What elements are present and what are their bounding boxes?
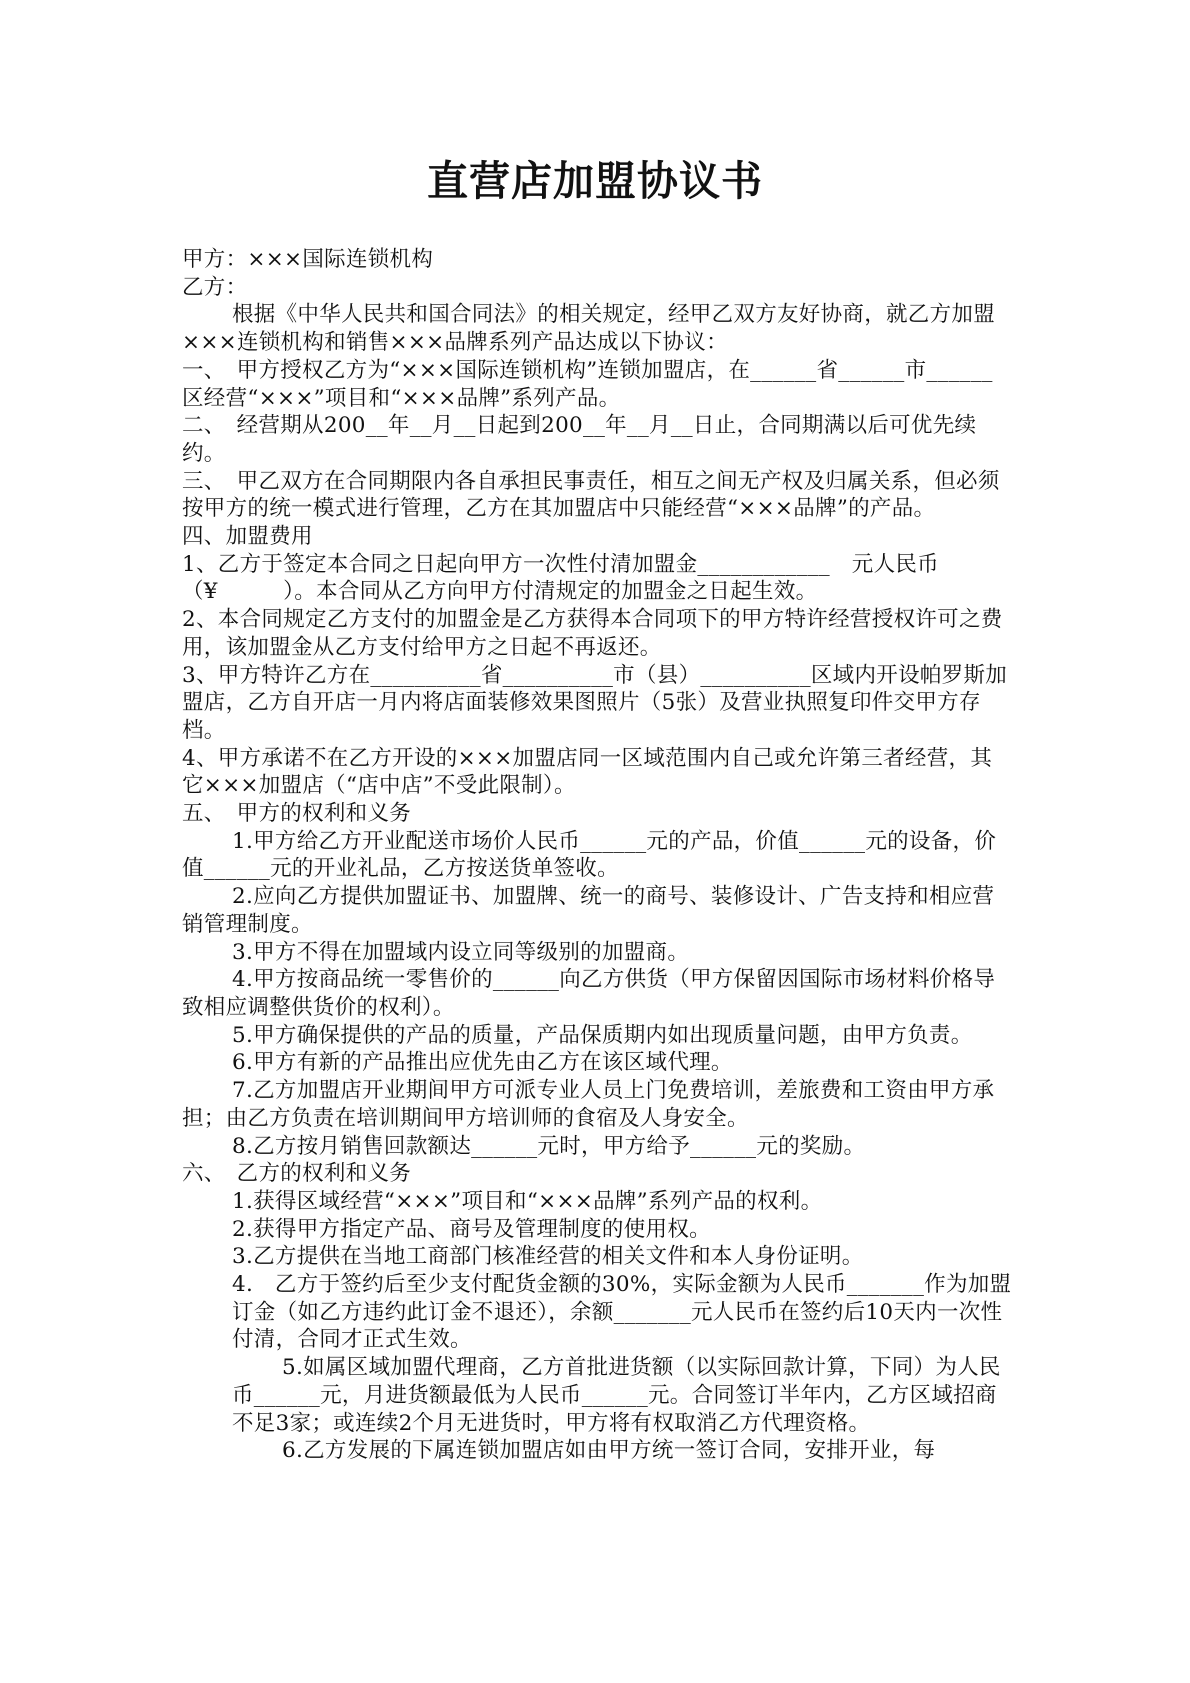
- paragraph: 5.甲方确保提供的产品的质量，产品保质期内如出现质量问题，由甲方负责。: [232, 1022, 973, 1048]
- paragraph: 1.获得区域经营“×××”项目和“×××品牌”系列产品的权利。: [232, 1188, 823, 1214]
- paragraph: 二、 经营期从200__年__月__日起到200__年__月__日止，合同期满以后可优先续约。: [182, 413, 977, 466]
- paragraph: 四、加盟费用: [182, 524, 313, 550]
- paragraph: 4.甲方按商品统一零售价的______向乙方供货（甲方保留因国际市场材料价格导致相应调整供货价的权利）。: [182, 967, 996, 1020]
- paragraph: 3.甲方不得在加盟域内设立同等级别的加盟商。: [232, 939, 690, 965]
- paragraph: 三、 甲乙双方在合同期限内各自承担民事责任，相互之间无产权及归属关系，但必须按甲方的统一模式进行管理，乙方在其加盟店中只能经营“×××品牌”的产品。: [182, 468, 1000, 522]
- paragraph: 2、本合同规定乙方支付的加盟金是乙方获得本合同项下的甲方特许经营授权许可之费用，该加盟金从乙方支付给甲方之日起不再返还。: [182, 607, 1003, 660]
- paragraph: 7.乙方加盟店开业期间甲方可派专业人员上门免费培训，差旅费和工资由甲方承担；由乙方负责在培训期间甲方培训师的食宿及人身安全。: [182, 1078, 995, 1131]
- paragraph: 一、 甲方授权乙方为“×××国际连锁机构”连锁加盟店，在______省______市______区经营“×××”项目和“×××品牌”系列产品。: [182, 357, 993, 411]
- paragraph: 3、甲方特许乙方在__________省__________市（县）__________区域内开设帕罗斯加盟店，乙方自开店一月内将店面装修效果图照片（5张）及营业执照复印件交甲方存档。: [182, 662, 1008, 743]
- paragraph: 2.应向乙方提供加盟证书、加盟牌、统一的商号、装修设计、广告支持和相应营销管理制度。: [182, 884, 995, 937]
- paragraph: 1、乙方于签定本合同之日起向甲方一次性付清加盟金____________ 元人民币（¥ ）。本合同从乙方向甲方付清规定的加盟金之日起生效。: [182, 551, 939, 605]
- document-title: 直营店加盟协议书: [427, 157, 763, 205]
- paragraph: 甲方：×××国际连锁机构: [182, 247, 434, 272]
- paragraph: 五、 甲方的权利和义务: [182, 801, 412, 827]
- paragraph: 2.获得甲方指定产品、商号及管理制度的使用权。: [232, 1216, 711, 1242]
- paragraph: 4. 乙方于签约后至少支付配货金额的30%，实际金额为人民币_______作为加盟订金（如乙方违约此订金不退还），余额_______元人民币在签约后10天内一次性付清，合同才正式生效。: [232, 1272, 1012, 1353]
- paragraph: 3.乙方提供在当地工商部门核准经营的相关文件和本人身份证明。: [232, 1244, 864, 1270]
- document-body: [182, 246, 1012, 1465]
- paragraph: 六、 乙方的权利和义务: [182, 1161, 412, 1187]
- paragraph: 8.乙方按月销售回款额达______元时，甲方给予______元的奖励。: [232, 1133, 866, 1159]
- paragraph: 根据《中华人民共和国合同法》的相关规定，经甲乙双方友好协商，就乙方加盟×××连锁机构和销售×××品牌系列产品达成以下协议：: [182, 302, 996, 356]
- paragraph: 1.甲方给乙方开业配送市场价人民币______元的产品，价值______元的设备，价值______元的开业礼品，乙方按送货单签收。: [182, 828, 997, 882]
- paragraph: 4、甲方承诺不在乙方开设的×××加盟店同一区域范围内自己或允许第三者经营，其它×××加盟店（“店中店”不受此限制）。: [182, 745, 993, 799]
- paragraph: 6.乙方发展的下属连锁加盟店如由甲方统一签订合同，安排开业，每: [282, 1438, 936, 1464]
- paragraph: 6.甲方有新的产品推出应优先由乙方在该区域代理。: [232, 1050, 733, 1076]
- paragraph: 5.如属区域加盟代理商，乙方首批进货额（以实际回款计算，下同）为人民币______元，月进货额最低为人民币______元。合同签订半年内，乙方区域招商不足3家；或连续2个月无进货时，甲方将有权取消乙方代理资格。: [232, 1355, 1001, 1436]
- paragraph: 乙方：: [182, 274, 248, 300]
